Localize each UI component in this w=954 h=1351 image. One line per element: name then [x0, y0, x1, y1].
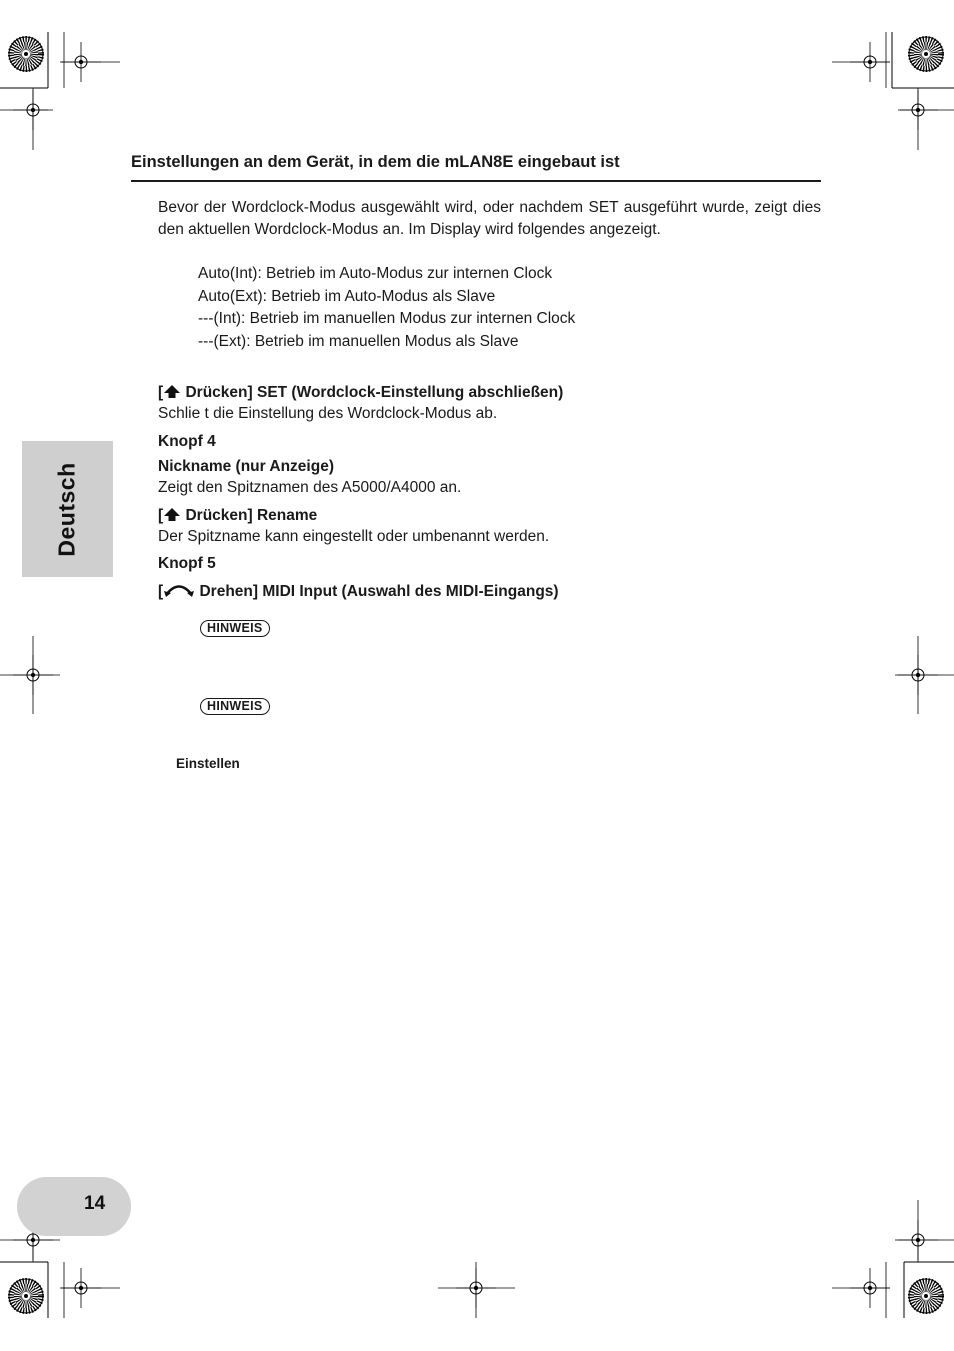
- list-item: Auto(Int): Betrieb im Auto-Modus zur internen Clock: [198, 265, 553, 282]
- set-heading-text: Drücken] SET (Wordclock-Einstellung abschließen): [185, 384, 564, 401]
- intro-paragraph: Bevor der Wordclock-Modus ausgewählt wird, oder nachdem SET ausgeführt wurde, zeigt dies den aktuellen Wordclock-Modus an. Im Display wird folgendes angezeigt.: [158, 199, 821, 238]
- language-side-tab: [22, 441, 113, 577]
- registration-mark-icon: [832, 32, 954, 150]
- registration-mark-icon: [0, 32, 120, 150]
- section-title: Einstellungen an dem Gerät, in dem die mLAN8E eingebaut ist: [131, 153, 821, 182]
- set-heading: [158, 382, 821, 403]
- registration-mark-icon: [895, 636, 954, 714]
- midi-heading: [158, 581, 821, 602]
- rename-heading: [158, 505, 821, 526]
- rotate-knob-icon: [163, 582, 195, 598]
- rename-heading-text: Drücken] Rename: [185, 507, 318, 524]
- registration-mark-icon: [438, 1262, 515, 1318]
- rename-text: Der Spitzname kann eingestellt oder umbenannt werden.: [158, 528, 550, 545]
- small-label: Einstellen: [176, 756, 240, 771]
- side-tab-label: Deutsch: [54, 461, 80, 557]
- list-item: Auto(Ext): Betrieb im Auto-Modus als Slave: [198, 287, 496, 305]
- list-item: ---(Int): Betrieb im manuellen Modus zur internen Clock: [198, 310, 576, 327]
- bracket: [: [158, 507, 164, 524]
- up-arrow-icon: [163, 507, 181, 522]
- page-number: 14: [84, 1193, 106, 1214]
- mode-list: [198, 263, 575, 353]
- bracket: [: [158, 583, 164, 600]
- nickname-heading: Nickname (nur Anzeige): [158, 458, 334, 475]
- bracket: [: [158, 384, 164, 401]
- midi-heading-text: Drehen] MIDI Input (Auswahl des MIDI-Eingangs): [199, 583, 559, 600]
- registration-mark-icon: [0, 636, 60, 714]
- list-item: ---(Ext): Betrieb im manuellen Modus als Slave: [198, 332, 519, 350]
- note-badge: HINWEIS: [200, 620, 270, 637]
- set-text: Schlie t die Einstellung des Wordclock-Modus ab.: [158, 405, 498, 422]
- knob4-heading: Knopf 4: [158, 433, 216, 450]
- page-number-pill: [17, 1177, 131, 1236]
- up-arrow-icon: [163, 384, 181, 399]
- registration-mark-icon: [832, 1200, 954, 1318]
- nickname-text: Zeigt den Spitznamen des A5000/A4000 an.: [158, 479, 462, 496]
- note-badge: HINWEIS: [200, 698, 270, 715]
- knob5-heading: Knopf 5: [158, 555, 216, 572]
